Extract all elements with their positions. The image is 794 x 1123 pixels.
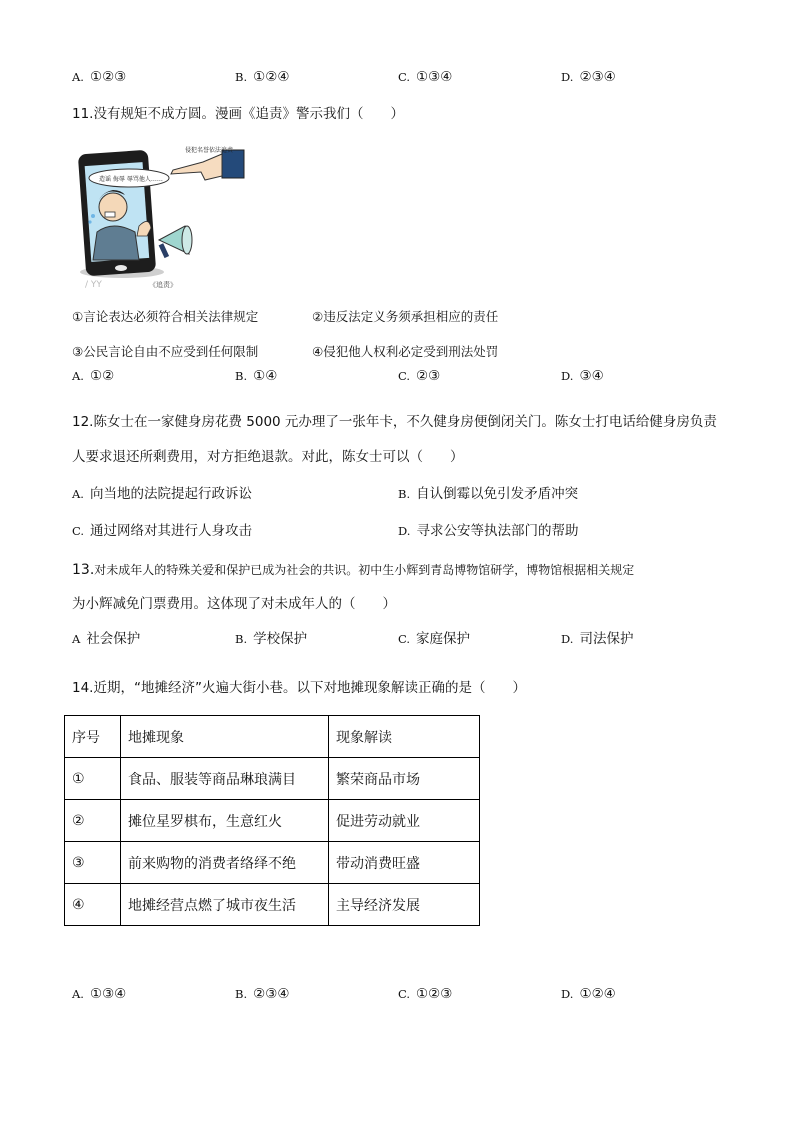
table-cell: 带动消费旺盛 (329, 842, 480, 884)
option-label: A. (72, 369, 84, 383)
q12-stem-line-2: 人要求退还所剩费用，对方拒绝退款。对此，陈女士可以（ ） (72, 449, 464, 465)
option-label: A. (72, 487, 84, 501)
table-row (65, 842, 480, 884)
option-text: ①③④ (416, 69, 453, 85)
option-label: B. (398, 487, 411, 501)
option-label: C. (398, 369, 411, 383)
q10-option-a (72, 68, 126, 86)
option-text: 向当地的法院提起行政诉讼 (89, 486, 252, 502)
option-label: C. (398, 987, 411, 1001)
option-text: ①②③ (416, 986, 453, 1002)
sign-text: 侵犯名誉依法追责 (185, 147, 234, 154)
option-text: 家庭保护 (416, 631, 471, 647)
option-label: B. (235, 70, 248, 84)
header-cell: 序号 (65, 716, 121, 758)
q13-option-d (561, 630, 633, 648)
q14-stem: 14.近期，“地摊经济”火遍大街小巷。以下对地摊现象解读正确的是（ ） (72, 680, 526, 696)
table-cell: 促进劳动就业 (329, 800, 480, 842)
option-text: 自认倒霉以免引发矛盾冲突 (416, 486, 579, 502)
q14-option-c (398, 985, 452, 1003)
q11-statement-1: ①言论表达必须符合相关法律规定 (72, 309, 259, 324)
q11-option-d (561, 367, 604, 385)
option-text: 通过网络对其进行人身攻击 (90, 523, 253, 539)
option-text: ①④ (253, 368, 278, 384)
q13-stem-line-1 (72, 561, 634, 579)
q12-option-a (72, 485, 252, 503)
q14-option-d (561, 985, 616, 1003)
option-label: B. (235, 632, 248, 646)
option-text: 司法保护 (579, 631, 634, 647)
option-label: D. (398, 524, 411, 538)
option-label: C. (398, 632, 411, 646)
speech-bubble-text: 造谣 侮辱 辱骂他人…… (99, 176, 163, 183)
table-row (65, 758, 480, 800)
option-text: 社会保护 (86, 631, 141, 647)
table-cell: ③ (65, 842, 121, 884)
q10-option-c (398, 68, 452, 86)
option-text: ①② (89, 368, 115, 384)
q13-option-b (235, 630, 307, 648)
option-label: D. (561, 369, 574, 383)
q14-option-b (235, 985, 289, 1003)
q13-stem-text: 对未成年人的特殊关爱和保护已成为社会的共识。初中生小辉到青岛博物馆研学，博物馆根据相关规定 (94, 563, 635, 577)
option-label: D. (561, 70, 574, 84)
q11-statement-2: ②违反法定义务须承担相应的责任 (312, 309, 499, 324)
option-text: ①②④ (579, 986, 616, 1002)
q12-stem-line-1: 12.陈女士在一家健身房花费 5000 元办理了一张年卡，不久健身房便倒闭关门。陈女士打电话给健身房负责 (72, 414, 717, 430)
table-cell: 地摊经营点燃了城市夜生活 (121, 884, 329, 926)
q10-option-d (561, 68, 616, 86)
q11-statement-4: ④侵犯他人权利必定受到刑法处罚 (312, 344, 499, 359)
option-text: 学校保护 (253, 631, 308, 647)
table-cell: 主导经济发展 (329, 884, 480, 926)
table-header-row (65, 716, 480, 758)
option-text: ②③④ (253, 986, 290, 1002)
q13-stem-line-2: 为小辉减免门票费用。这体现了对未成年人的（ ） (72, 596, 396, 612)
table-cell: ④ (65, 884, 121, 926)
option-text: ③④ (579, 368, 604, 384)
q11-comic-image (77, 140, 247, 290)
option-label: D. (561, 987, 574, 1001)
option-label: B. (235, 987, 248, 1001)
option-text: ②③④ (579, 69, 616, 85)
q12-option-c (72, 522, 252, 540)
option-label: B. (235, 369, 248, 383)
q12-option-b (398, 485, 578, 503)
svg-text:/ YY: / YY (85, 280, 102, 290)
table-cell: 前来购物的消费者络绎不绝 (121, 842, 329, 884)
option-text: ①③④ (89, 986, 127, 1002)
q13-option-a (72, 630, 140, 648)
table-cell: ② (65, 800, 121, 842)
q11-option-b (235, 367, 277, 385)
q10-option-b (235, 68, 289, 86)
table-cell: 摊位星罗棋布，生意红火 (121, 800, 329, 842)
q13-option-c (398, 630, 470, 648)
q12-option-d (398, 522, 578, 540)
table-row (65, 884, 480, 926)
table-cell: 食品、服装等商品琳琅满目 (121, 758, 329, 800)
q11-statement-3: ③公民言论自由不应受到任何限制 (72, 344, 259, 359)
comic-caption: 《追责》 (149, 281, 177, 289)
option-label: D. (561, 632, 574, 646)
option-label: A (72, 632, 81, 646)
option-text: ②③ (416, 368, 441, 384)
q11-option-a (72, 367, 114, 385)
table-row (65, 800, 480, 842)
option-label: C. (398, 70, 411, 84)
option-text: ①②③ (89, 69, 127, 85)
header-cell: 现象解读 (329, 716, 480, 758)
q11-stem: 11.没有规矩不成方圆。漫画《追责》警示我们（ ） (72, 106, 404, 122)
option-text: ①②④ (253, 69, 290, 85)
header-cell: 地摊现象 (121, 716, 329, 758)
option-label: C. (72, 524, 85, 538)
q14-table (64, 715, 480, 926)
question-number: 13. (72, 562, 95, 578)
option-label: A. (72, 70, 84, 84)
option-label: A. (72, 987, 84, 1001)
table-cell: ① (65, 758, 121, 800)
table-cell: 繁荣商品市场 (329, 758, 480, 800)
q14-option-a (72, 985, 126, 1003)
q11-option-c (398, 367, 440, 385)
option-text: 寻求公安等执法部门的帮助 (416, 523, 579, 539)
